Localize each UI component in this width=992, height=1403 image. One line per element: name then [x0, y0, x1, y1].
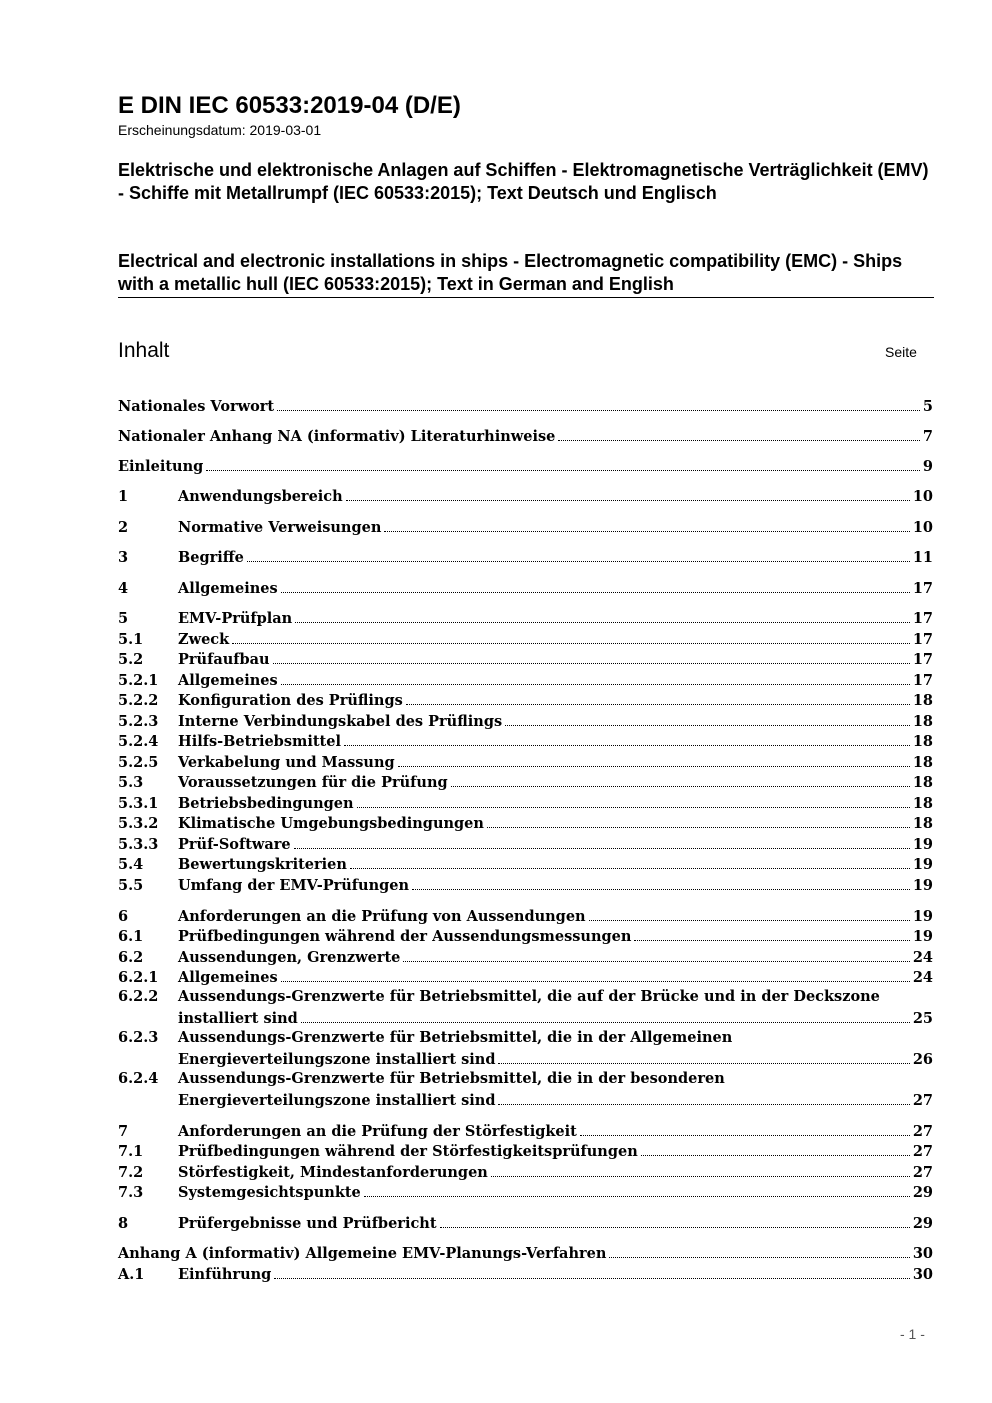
toc-entry-title: Aussendungs-Grenzwerte für Betriebsmittel, die auf der Brücke und in der Deckszone [178, 988, 880, 1005]
toc-entry-number: 5.3 [118, 774, 144, 791]
toc-entry[interactable] [118, 967, 933, 987]
toc-entry[interactable] [118, 988, 933, 1008]
toc-dot-leader [350, 854, 910, 869]
toc-entry-page: 29 [912, 1184, 933, 1201]
toc-dot-leader [357, 793, 910, 808]
toc-entry-page: 18 [912, 754, 933, 771]
toc-entry-title: Prüf-Software [178, 836, 291, 853]
toc-entry-title: Anhang A (informativ) Allgemeine EMV-Planungs-Verfahren [118, 1245, 607, 1262]
toc-entry-title: Prüfbedingungen während der Störfestigkeitsprüfungen [178, 1143, 638, 1160]
toc-entry[interactable] [118, 1264, 933, 1284]
toc-entry-number: 5.2.4 [118, 733, 159, 750]
toc-entry-title: Systemgesichtspunkte [178, 1184, 361, 1201]
toc-entry[interactable] [118, 947, 933, 967]
toc-entry-number: 6.2 [118, 949, 144, 966]
toc-entry-number: 6.1 [118, 928, 144, 945]
toc-entry-page: 19 [912, 908, 933, 925]
toc-entry-page: 17 [912, 672, 933, 689]
toc-entry-page: 18 [912, 815, 933, 832]
toc-entry-page: 30 [912, 1266, 933, 1283]
toc-entry-title: Betriebsbedingungen [178, 795, 354, 812]
toc-entry[interactable] [118, 926, 933, 946]
toc-entry-number: 5.5 [118, 877, 144, 894]
toc-entry-number: 7.3 [118, 1184, 144, 1201]
toc-dot-leader [412, 875, 910, 890]
toc-dot-leader [281, 578, 910, 593]
toc-entry-title: Konfiguration des Prüflings [178, 692, 403, 709]
toc-dot-leader [589, 906, 910, 921]
toc-entry-number: 6.2.4 [118, 1070, 159, 1087]
toc-entry-number: 5.3.3 [118, 836, 159, 853]
toc-entry-title: Allgemeines [178, 969, 278, 986]
toc-entry-number: 6.2.2 [118, 988, 159, 1005]
toc-entry-page: 24 [912, 969, 933, 986]
toc-entry-page: 19 [912, 877, 933, 894]
toc-dot-leader [406, 690, 910, 705]
toc-entry-title: Umfang der EMV-Prüfungen [178, 877, 410, 894]
toc-dot-leader [301, 1008, 910, 1023]
toc-entry-number: 5 [118, 610, 129, 627]
toc-dot-leader [403, 947, 909, 962]
toc-dot-leader [498, 1049, 909, 1064]
toc-entry[interactable] [118, 670, 933, 690]
toc-entry-title: Störfestigkeit, Mindestanforderungen [178, 1164, 488, 1181]
toc-entry-page: 27 [912, 1123, 933, 1140]
toc-entry-title: Prüfaufbau [178, 651, 270, 668]
toc-entry-title: Begriffe [178, 549, 244, 566]
toc-entry-number: 5.2.5 [118, 754, 159, 771]
toc-entry-number: 5.1 [118, 631, 144, 648]
toc-entry-title: Energieverteilungszone installiert sind [178, 1051, 496, 1068]
header-divider [118, 297, 934, 298]
toc-entry-title: Klimatische Umgebungsbedingungen [178, 815, 484, 832]
toc-entry[interactable] [118, 813, 933, 833]
toc-entry-page: 10 [912, 488, 933, 505]
toc-dot-leader [294, 834, 910, 849]
toc-entry-page: 24 [912, 949, 933, 966]
toc-entry-number: 5.2 [118, 651, 144, 668]
title-english: Electrical and electronic installations in ships - Electromagnetic compatibility (EMC) - Ships with a metallic hull (IEC 60533:2015); Text in German and English [118, 251, 903, 294]
toc-dot-leader [398, 752, 910, 767]
toc-entry[interactable] [118, 578, 933, 598]
toc-entry-number: 5.2.2 [118, 692, 159, 709]
toc-entry-title: Anforderungen an die Prüfung der Störfestigkeit [178, 1123, 577, 1140]
toc-entry-number: 8 [118, 1215, 129, 1232]
toc-dot-leader [440, 1213, 910, 1228]
toc-dot-leader [384, 517, 909, 532]
toc-entry[interactable] [118, 1182, 933, 1202]
toc-entry-number: 6.2.1 [118, 969, 159, 986]
toc-entry-title: Aussendungs-Grenzwerte für Betriebsmittel, die in der Allgemeinen [178, 1029, 733, 1046]
toc-entry-page: 30 [912, 1245, 933, 1262]
toc-entry-page: 25 [912, 1010, 933, 1027]
toc-entry[interactable] [118, 629, 933, 649]
toc-entry-number: 3 [118, 549, 129, 566]
toc-entry-number: 6.2.3 [118, 1029, 159, 1046]
toc-entry-page: 10 [912, 519, 933, 536]
toc-entry-title: Voraussetzungen für die Prüfung [178, 774, 448, 791]
toc-entry-number: 5.3.2 [118, 815, 159, 832]
toc-dot-leader [281, 670, 910, 685]
toc-entry-title: installiert sind [178, 1010, 298, 1027]
toc-entry-page: 26 [912, 1051, 933, 1068]
toc-dot-leader [491, 1162, 910, 1177]
toc-heading: Inhalt [118, 339, 170, 362]
toc-dot-leader [273, 649, 910, 664]
toc-entry-number: 5.2.3 [118, 713, 159, 730]
toc-dot-leader [498, 1090, 909, 1105]
toc-entry-title: Prüfergebnisse und Prüfbericht [178, 1215, 437, 1232]
toc-entry[interactable] [118, 1162, 933, 1182]
toc-dot-leader [558, 426, 920, 441]
toc-entry-title: Zweck [178, 631, 230, 648]
toc-entry[interactable] [118, 486, 933, 506]
toc-entry[interactable] [118, 1070, 933, 1090]
toc-entry[interactable] [118, 906, 933, 926]
toc-entry-page: 11 [912, 549, 933, 566]
toc-entry[interactable] [118, 426, 933, 446]
toc-dot-leader [634, 926, 909, 941]
toc-entry-page: 27 [912, 1164, 933, 1181]
toc-entry-page: 17 [912, 580, 933, 597]
title-german: Elektrische und elektronische Anlagen auf Schiffen - Elektromagnetische Verträglichkeit (EMV) - Schiffe mit Metallrumpf (IEC 60533:2015); Text Deutsch und Englisch [118, 160, 929, 203]
toc-entry-page: 19 [912, 836, 933, 853]
toc-entry-number: A.1 [118, 1266, 145, 1283]
toc-entry-title: Anwendungsbereich [178, 488, 343, 505]
toc-dot-leader [346, 486, 910, 501]
toc-dot-leader [609, 1243, 909, 1258]
toc-entry-title: Anforderungen an die Prüfung von Aussendungen [178, 908, 586, 925]
toc-dot-leader [247, 547, 910, 562]
toc-dot-leader [281, 967, 910, 982]
toc-entry-page: 5 [922, 398, 933, 415]
toc-entry-title: Einführung [178, 1266, 272, 1283]
toc-entry-title: Bewertungskriterien [178, 856, 347, 873]
toc-entry[interactable] [118, 1213, 933, 1233]
toc-entry[interactable] [118, 772, 933, 792]
toc-entry[interactable] [118, 834, 933, 854]
toc-entry-page: 19 [912, 856, 933, 873]
toc-entry[interactable] [118, 875, 933, 895]
toc-entry-title: Interne Verbindungskabel des Prüflings [178, 713, 503, 730]
toc-entry[interactable] [118, 1121, 933, 1141]
toc-entry[interactable] [118, 547, 933, 567]
toc-page-column-label: Seite [885, 344, 917, 360]
toc-entry[interactable] [118, 711, 933, 731]
toc-entry[interactable] [118, 1243, 933, 1263]
toc-entry-page: 9 [922, 458, 933, 475]
toc-dot-leader [344, 731, 910, 746]
toc-entry-title: Allgemeines [178, 672, 278, 689]
toc-entry-page: 29 [912, 1215, 933, 1232]
publication-date: Erscheinungsdatum: 2019-03-01 [118, 122, 322, 138]
toc-entry-page: 17 [912, 610, 933, 627]
toc-entry-number: 5.4 [118, 856, 144, 873]
toc-entry-title: Hilfs-Betriebsmittel [178, 733, 341, 750]
toc-entry-page: 27 [912, 1092, 933, 1109]
toc-dot-leader [641, 1141, 910, 1156]
toc-entry-title: Aussendungs-Grenzwerte für Betriebsmittel, die in der besonderen [178, 1070, 725, 1087]
toc-entry-number: 7.2 [118, 1164, 144, 1181]
toc-dot-leader [274, 1264, 910, 1279]
toc-entry-number: 7.1 [118, 1143, 144, 1160]
toc-entry-title: Einleitung [118, 458, 204, 475]
toc-entry-number: 4 [118, 580, 129, 597]
toc-entry-title: Nationales Vorwort [118, 398, 275, 415]
toc-dot-leader [487, 813, 910, 828]
toc-entry-title: EMV-Prüfplan [178, 610, 293, 627]
toc-entry-page: 27 [912, 1143, 933, 1160]
toc-entry-title: Nationaler Anhang NA (informativ) Literaturhinweise [118, 428, 556, 445]
toc-entry-title: Energieverteilungszone installiert sind [178, 1092, 496, 1109]
toc-entry-number: 5.2.1 [118, 672, 159, 689]
toc-entry[interactable] [118, 690, 933, 710]
toc-entry[interactable] [118, 1049, 933, 1069]
toc-entry[interactable] [118, 854, 933, 874]
toc-entry[interactable] [118, 456, 933, 476]
footer-page-number: - 1 - [900, 1326, 925, 1342]
toc-dot-leader [505, 711, 910, 726]
toc-dot-leader [295, 608, 910, 623]
toc-entry[interactable] [118, 396, 933, 416]
toc-entry[interactable] [118, 731, 933, 751]
toc-entry-number: 1 [118, 488, 129, 505]
document-title: E DIN IEC 60533:2019-04 (D/E) [118, 92, 461, 119]
toc-dot-leader [364, 1182, 910, 1197]
toc-dot-leader [580, 1121, 910, 1136]
toc-entry[interactable] [118, 517, 933, 537]
toc-entry-number: 6 [118, 908, 129, 925]
toc-dot-leader [232, 629, 910, 644]
toc-entry[interactable] [118, 608, 933, 628]
toc-entry-title: Prüfbedingungen während der Aussendungsmessungen [178, 928, 632, 945]
toc-entry-title: Normative Verweisungen [178, 519, 382, 536]
toc-entry-page: 18 [912, 692, 933, 709]
toc-entry[interactable] [118, 752, 933, 772]
toc-dot-leader [451, 772, 910, 787]
toc-entry-page: 18 [912, 713, 933, 730]
toc-entry[interactable] [118, 649, 933, 669]
toc-dot-leader [277, 396, 920, 411]
toc-entry-title: Allgemeines [178, 580, 278, 597]
toc-entry-page: 18 [912, 733, 933, 750]
toc-entry-title: Verkabelung und Massung [178, 754, 395, 771]
toc-entry-page: 17 [912, 631, 933, 648]
toc-entry-title: Aussendungen, Grenzwerte [178, 949, 401, 966]
toc-entry-number: 7 [118, 1123, 129, 1140]
toc-entry[interactable] [118, 1008, 933, 1028]
toc-entry-page: 19 [912, 928, 933, 945]
toc-entry-page: 17 [912, 651, 933, 668]
toc-entry[interactable] [118, 1090, 933, 1110]
toc-entry-number: 2 [118, 519, 129, 536]
toc-entry-number: 5.3.1 [118, 795, 159, 812]
toc-entry[interactable] [118, 793, 933, 813]
toc-entry[interactable] [118, 1141, 933, 1161]
toc-entry-page: 18 [912, 795, 933, 812]
toc-entry-page: 18 [912, 774, 933, 791]
toc-dot-leader [206, 456, 920, 471]
toc-entry-page: 7 [922, 428, 933, 445]
toc-entry[interactable] [118, 1029, 933, 1049]
